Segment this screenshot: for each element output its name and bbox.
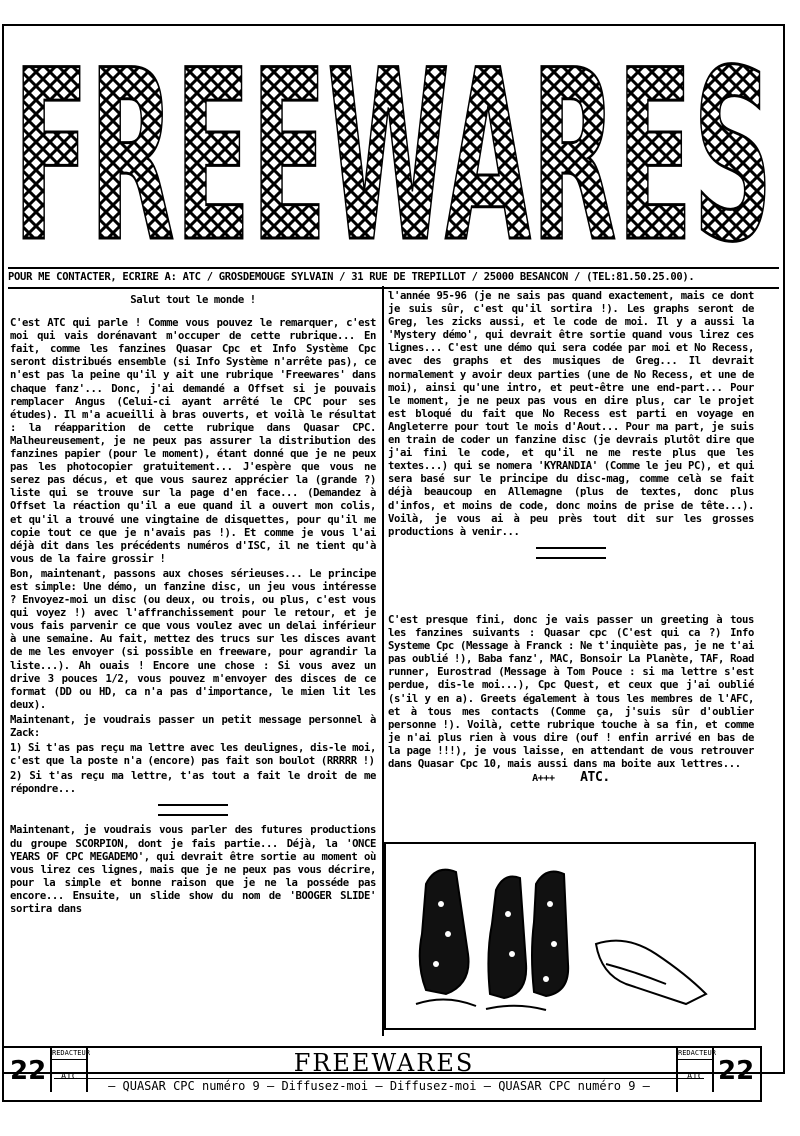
- paragraph: Maintenant, je voudrais passer un petit message personnel à Zack:: [10, 713, 376, 739]
- page-frame: [2, 24, 785, 1074]
- cartoon-illustration: [384, 842, 756, 1030]
- paragraph: C'est ATC qui parle ! Comme vous pouvez le remarquer, c'est moi qui vais dorénavant m'occuper de cette rubrique... En fait, comme les fanzines Quasar Cpc et Info Système Cpc seront distribués ensemble (si Info Système n'arrête pas), ce n'est pas la peine qu'il y ait une rubrique 'Freewares' dans chaque fanz'... Donc, j'ai demandé a Offset si je pouvais remplacer Angus (Celui-ci ayant arrêté le CPC pour ses études). Il m'a acueilli à bras ouverts, et voilà le résultat : la réapparition de cette rubrique dans Quasar CPC. Malheureusement, je ne peux pas assurer la distribution des fanzines papier (pour le moment), étant donné que je ne peux pas les photocopier gratuitement... J'espère que vous ne serez pas décus, et que vous saurez apprécier la (grande ?) liste qui se trouve sur la page d'en face... (Demandez à Offset la réaction qu'il a eue quand il a ouvert mon colis, et qu'il a trouvé une vingtaine de disquettes, pour qu'il me copie tout ce que je n'avais pas !). Et comme je vous l'ai déjà dit dans les précédents numéros d'ISC, il ne tient qu'à vous de la faire grossir !: [10, 317, 376, 565]
- signature: [388, 771, 754, 785]
- paragraph: C'est presque fini, donc je vais passer un greeting à tous les fanzines suivants : Quasar cpc (C'est qui ca ?) Info Systeme Cpc (Message à Franck : Ne t'inquiète pas, je ne t'ai pas oublié !), Baba fanz', MAC, Bonsoir La Planète, TAF, Road runner, Eurostrad (Message à Tom Pouce : si ma lettre s'est perdue, dis-le moi...), Cpc Quest, et ceux que j'ai oublié (s'il y en a). Greets également à tous les membres de l'AFC, et à tous mes contacts (Comme ça, j'suis sûr d'oublier personne !). Voilà, cette rubrique touche à sa fin, et comme je n'ai plus rien à vous dire (ouf ! enfin arrivé en bas de la page !!!), je vous laisse, en attendant de vous retrouver dans Quasar Cpc 10, mais aussi dans ma boite aux lettres...: [388, 614, 754, 771]
- redactor-label: REDACTEUR: [678, 1048, 712, 1060]
- svg-text:FREEWARES: FREEWARES: [13, 30, 773, 266]
- page-number-right: 22: [718, 1056, 755, 1086]
- footer-title: FREEWARES: [293, 1049, 475, 1077]
- right-column: [388, 290, 754, 567]
- list-item: 2) Si t'as reçu ma lettre, t'as tout a fait le droit de me répondre...: [10, 770, 376, 796]
- page-number-left: 22: [10, 1056, 47, 1086]
- paragraph: l'année 95-96 (je ne sais pas quand exactement, mais ce dont je suis sûr, c'est qu'il sortira !). Les graphs seront de Greg, les zicks aussi, et le code de moi. Il y a aussi la 'Mystery démo', qui devrait être sortie quand vous lirez ces lignes... C'est une démo qui sera codée par moi et No Recess, avec des graphs et des musiques de Greg... Il devrait normalement y avoir deux parties (une de No Recess, et une de moi), ainsi qu'une intro, et peut-être une end-part... Pour le moment, je ne peux pas vous en dire plus, car le projet est bloqué du fait que No Recess est parti en voyage en Angleterre pour tout le mois d'Aout... Pour ma part, je suis en train de coder un fanzine disc (je devrais plutôt dire que j'ai fini le code, et qu'il ne me reste plus que les textes...) qui se nomera 'KYRANDIA' (Comme le jeu PC), et qui sera basé sur le principe du disc-mag, comme celà se fait déjà beaucoup en Allemagne (plus de textes, donc plus d'infos, et moins de code, donc moins de prise de tête...). Voilà, je vous ai à peu près tout dit sur les grosses productions à venir...: [388, 290, 754, 538]
- redactor-label: REDACTEUR: [52, 1048, 86, 1060]
- socks-drawing: [386, 844, 754, 1028]
- contact-line: POUR ME CONTACTER, ECRIRE A: ATC / GROSDEMOUGE SYLVAIN / 31 RUE DE TREPILLOT / 25000 BESANCON / (TEL:81.50.25.00).: [8, 267, 779, 289]
- signature-name: ATC.: [580, 770, 610, 786]
- greetings-block: [388, 614, 754, 785]
- title-logo: [8, 30, 779, 266]
- redactor-name: ATC: [60, 1072, 78, 1082]
- redactor-name: ATC: [686, 1072, 704, 1082]
- greeting: Salut tout le monde !: [130, 294, 256, 306]
- sign-prefix: A+++: [532, 773, 555, 785]
- footer-tagline: — QUASAR CPC numéro 9 — Diffusez-moi — Diffusez-moi — QUASAR CPC numéro 9 —: [54, 1078, 704, 1093]
- separator: [536, 547, 606, 559]
- list-item: 1) Si t'as pas reçu ma lettre avec les deulignes, dis-le moi, c'est que la poste n'a (encore) pas fait son boulot (RRRRR !): [10, 742, 376, 768]
- paragraph: Bon, maintenant, passons aux choses sérieuses... Le principe est simple: Une démo, un fanzine disc, un jeu vous intéresse ? Envoyez-moi un disc (ou deux, ou trois, ou plus, c'est vous qui voyez !) avec l'affranchissement pour le retour, et je vous fais parvenir ce que vous voulez avec un delai inférieur à une semaine. Au fait, mettez des trucs sur les disces avant de me les envoyer (si possible en freeware, pour agrandir la liste...). Ah ouais ! Encore une chose : Si vous avez un drive 3 pouces 1/2, vous pouvez m'envoyer des disces de ce format (DD ou HD, ca n'a pas d'importance, le mien lit les deux).: [10, 567, 376, 711]
- separator: [158, 804, 228, 816]
- paragraph: Maintenant, je voudrais vous parler des futures productions du groupe SCORPION, dont je fais partie... Déjà, la 'ONCE YEARS OF CPC MEGADEMO', qui devrait être sortie au moment où vous lirez ces lignes, mais que je ne peux pas vous décrire, pour la simple et bonne raison que je ne la posséde pas encore... Ensuite, un slide show du nom de 'BOOGER SLIDE' sortira dans: [10, 824, 376, 916]
- footer: [2, 1046, 762, 1102]
- redactor-box-right: [676, 1048, 714, 1092]
- title-banner: [8, 30, 779, 266]
- left-column: [10, 294, 376, 918]
